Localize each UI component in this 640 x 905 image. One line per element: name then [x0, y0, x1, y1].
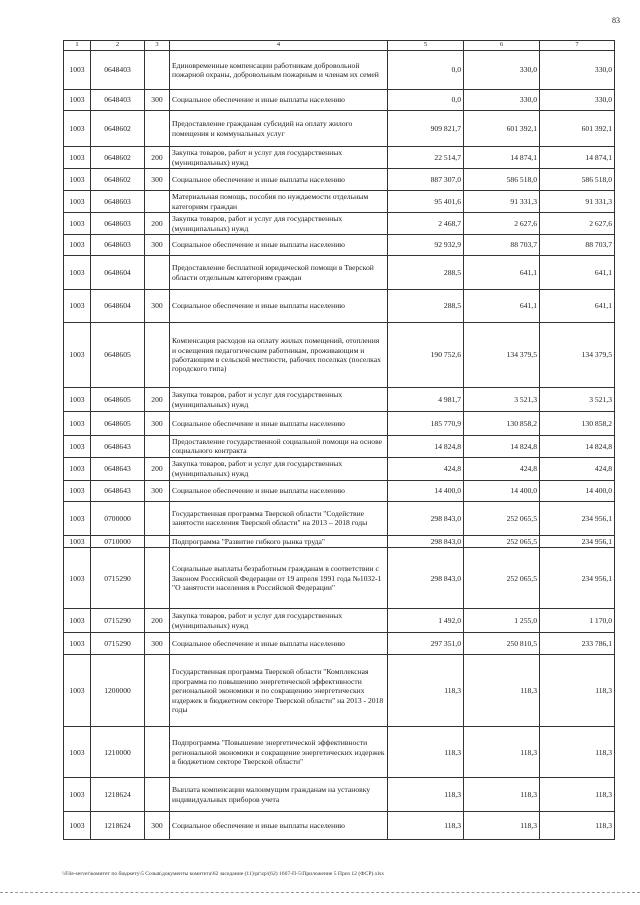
description-cell: Подпрограмма "Повышение энергетической эффективности региональной экономики и сокращение энергетических издержек в бюджетном секторе Тверской области": [170, 727, 388, 778]
table-row: [64, 290, 615, 323]
target-article-cell: 0700000: [91, 501, 145, 535]
amount-cell-2: 641,1: [464, 256, 540, 290]
amount-cell-2: 252 065,5: [464, 548, 540, 609]
amount-cell-1: 298 843,0: [388, 548, 464, 609]
table-row: [64, 388, 615, 412]
target-article-cell: 1210000: [91, 727, 145, 778]
amount-cell-1: 0,0: [388, 51, 464, 90]
amount-cell-1: 92 932,9: [388, 235, 464, 256]
amount-cell-3: 601 392,1: [540, 111, 615, 147]
amount-cell-3: 234 956,1: [540, 548, 615, 609]
table-row: [64, 147, 615, 169]
description-cell: Компенсация расходов на оплату жилых помещений, отопления и освещения педагогическим работникам, проживающим и работающим в сельской местности, рабочих поселках (поселках городского типа): [170, 323, 388, 388]
amount-cell-2: 330,0: [464, 90, 540, 111]
amount-cell-3: 3 521,3: [540, 388, 615, 412]
table-row: [64, 548, 615, 609]
header-row: [64, 41, 615, 51]
amount-cell-2: 641,1: [464, 290, 540, 323]
section-code-cell: 1003: [64, 812, 91, 840]
expense-type-cell: 300: [145, 169, 170, 191]
amount-cell-2: 14 400,0: [464, 480, 540, 501]
amount-cell-1: 298 843,0: [388, 535, 464, 547]
expense-type-cell: [145, 655, 170, 727]
target-article-cell: 0648643: [91, 436, 145, 458]
description-cell: Материальная помощь, пособия по нуждаемости отдельным категориям граждан: [170, 191, 388, 213]
table-row: [64, 727, 615, 778]
amount-cell-1: 288,5: [388, 256, 464, 290]
description-cell: Закупка товаров, работ и услуг для государственных (муниципальных) нужд: [170, 457, 388, 480]
section-code-cell: 1003: [64, 169, 91, 191]
table-row: [64, 778, 615, 812]
target-article-cell: 0648403: [91, 51, 145, 90]
table-row: [64, 501, 615, 535]
amount-cell-1: 298 843,0: [388, 501, 464, 535]
amount-cell-2: 14 824,8: [464, 436, 540, 458]
target-article-cell: 0648643: [91, 480, 145, 501]
expense-type-cell: [145, 501, 170, 535]
expense-type-cell: 300: [145, 812, 170, 840]
amount-cell-3: 118,3: [540, 655, 615, 727]
section-code-cell: 1003: [64, 535, 91, 547]
section-code-cell: 1003: [64, 147, 91, 169]
table-row: [64, 90, 615, 111]
amount-cell-1: 190 752,6: [388, 323, 464, 388]
amount-cell-1: 2 468,7: [388, 213, 464, 235]
header-cell: 7: [540, 41, 615, 51]
amount-cell-3: 641,1: [540, 290, 615, 323]
amount-cell-3: 424,8: [540, 457, 615, 480]
section-code-cell: 1003: [64, 90, 91, 111]
amount-cell-1: 118,3: [388, 655, 464, 727]
budget-table: [63, 40, 615, 840]
target-article-cell: 0715290: [91, 609, 145, 633]
expense-type-cell: [145, 535, 170, 547]
section-code-cell: 1003: [64, 412, 91, 436]
amount-cell-1: 0,0: [388, 90, 464, 111]
description-cell: Государственная программа Тверской области "Комплексная программа по повышению энергетической эффективности региональной экономики и по сокращению энергетических издержек в бюджетном секторе Тверской области" на 2013 - 2018 годы: [170, 655, 388, 727]
amount-cell-1: 118,3: [388, 778, 464, 812]
expense-type-cell: 300: [145, 412, 170, 436]
amount-cell-2: 118,3: [464, 778, 540, 812]
target-article-cell: 0648605: [91, 388, 145, 412]
table-row: [64, 412, 615, 436]
table-row: [64, 436, 615, 458]
target-article-cell: 0648643: [91, 457, 145, 480]
description-cell: Социальное обеспечение и иные выплаты населению: [170, 169, 388, 191]
amount-cell-1: 909 821,7: [388, 111, 464, 147]
target-article-cell: 0648603: [91, 191, 145, 213]
amount-cell-1: 185 770,9: [388, 412, 464, 436]
table-row: [64, 655, 615, 727]
page-edge-divider: [0, 892, 640, 893]
amount-cell-2: 134 379,5: [464, 323, 540, 388]
expense-type-cell: [145, 436, 170, 458]
expense-type-cell: 300: [145, 290, 170, 323]
section-code-cell: 1003: [64, 633, 91, 655]
expense-type-cell: [145, 778, 170, 812]
target-article-cell: 0648602: [91, 169, 145, 191]
expense-type-cell: [145, 548, 170, 609]
header-cell: 1: [64, 41, 91, 51]
table-row: [64, 235, 615, 256]
amount-cell-2: 91 331,3: [464, 191, 540, 213]
target-article-cell: 0648602: [91, 111, 145, 147]
table-row: [64, 51, 615, 90]
target-article-cell: 0648602: [91, 147, 145, 169]
target-article-cell: 1200000: [91, 655, 145, 727]
section-code-cell: 1003: [64, 256, 91, 290]
amount-cell-2: 601 392,1: [464, 111, 540, 147]
target-article-cell: 0710000: [91, 535, 145, 547]
table-row: [64, 457, 615, 480]
target-article-cell: 0648603: [91, 213, 145, 235]
table-row: [64, 812, 615, 840]
table-row: [64, 480, 615, 501]
description-cell: Социальные выплаты безработным гражданам в соответствии с Законом Российской Федерации от 19 апреля 1991 года №1032-1 "О занятости населения в Российской Федерации": [170, 548, 388, 609]
amount-cell-2: 252 065,5: [464, 535, 540, 547]
amount-cell-3: 233 786,1: [540, 633, 615, 655]
amount-cell-3: 134 379,5: [540, 323, 615, 388]
amount-cell-3: 118,3: [540, 812, 615, 840]
expense-type-cell: [145, 51, 170, 90]
amount-cell-1: 95 401,6: [388, 191, 464, 213]
amount-cell-1: 297 351,0: [388, 633, 464, 655]
file-path-footer: \\File-server\комитет по бюджету\5 Созыв\документы комитета\62 заседание (11)\pr\zp\(62) 1667-П-5\Приложение 5 Приз 12 (ФСР).xlsx: [62, 871, 385, 877]
amount-cell-2: 2 627,6: [464, 213, 540, 235]
header-cell: 6: [464, 41, 540, 51]
amount-cell-1: 14 400,0: [388, 480, 464, 501]
header-cell: 4: [170, 41, 388, 51]
section-code-cell: 1003: [64, 51, 91, 90]
amount-cell-3: 330,0: [540, 90, 615, 111]
amount-cell-3: 14 874,1: [540, 147, 615, 169]
target-article-cell: 1218624: [91, 812, 145, 840]
section-code-cell: 1003: [64, 323, 91, 388]
table-row: [64, 256, 615, 290]
description-cell: Подпрограмма "Развитие гибкого рынка труда": [170, 535, 388, 547]
section-code-cell: 1003: [64, 191, 91, 213]
section-code-cell: 1003: [64, 111, 91, 147]
amount-cell-3: 118,3: [540, 778, 615, 812]
amount-cell-3: 586 518,0: [540, 169, 615, 191]
section-code-cell: 1003: [64, 290, 91, 323]
description-cell: Предоставление гражданам субсидий на оплату жилого помещения и коммунальных услуг: [170, 111, 388, 147]
header-cell: 3: [145, 41, 170, 51]
expense-type-cell: [145, 111, 170, 147]
description-cell: Социальное обеспечение и иные выплаты населению: [170, 290, 388, 323]
amount-cell-2: 1 255,0: [464, 609, 540, 633]
description-cell: Закупка товаров, работ и услуг для государственных (муниципальных) нужд: [170, 147, 388, 169]
amount-cell-1: 424,8: [388, 457, 464, 480]
description-cell: Закупка товаров, работ и услуг для государственных (муниципальных) нужд: [170, 388, 388, 412]
expense-type-cell: 200: [145, 388, 170, 412]
target-article-cell: 0648605: [91, 323, 145, 388]
expense-type-cell: [145, 191, 170, 213]
amount-cell-3: 14 400,0: [540, 480, 615, 501]
target-article-cell: 1218624: [91, 778, 145, 812]
amount-cell-2: 250 810,5: [464, 633, 540, 655]
description-cell: Государственная программа Тверской области "Содействие занятости населения Тверской области" на 2013 – 2018 годы: [170, 501, 388, 535]
amount-cell-3: 130 858,2: [540, 412, 615, 436]
description-cell: Единовременные компенсации работникам добровольной пожарной охраны, добровольным пожарным и членам их семей: [170, 51, 388, 90]
amount-cell-2: 330,0: [464, 51, 540, 90]
section-code-cell: 1003: [64, 213, 91, 235]
amount-cell-3: 234 956,1: [540, 535, 615, 547]
expense-type-cell: 300: [145, 90, 170, 111]
amount-cell-2: 88 703,7: [464, 235, 540, 256]
section-code-cell: 1003: [64, 436, 91, 458]
description-cell: Закупка товаров, работ и услуг для государственных (муниципальных) нужд: [170, 213, 388, 235]
amount-cell-3: 14 824,8: [540, 436, 615, 458]
table-row: [64, 213, 615, 235]
table-row: [64, 323, 615, 388]
amount-cell-2: 3 521,3: [464, 388, 540, 412]
section-code-cell: 1003: [64, 548, 91, 609]
amount-cell-3: 1 170,0: [540, 609, 615, 633]
amount-cell-2: 586 518,0: [464, 169, 540, 191]
table-row: [64, 535, 615, 547]
description-cell: Социальное обеспечение и иные выплаты населению: [170, 812, 388, 840]
amount-cell-3: 641,1: [540, 256, 615, 290]
amount-cell-1: 118,3: [388, 727, 464, 778]
section-code-cell: 1003: [64, 778, 91, 812]
table-row: [64, 609, 615, 633]
section-code-cell: 1003: [64, 388, 91, 412]
amount-cell-1: 1 492,0: [388, 609, 464, 633]
target-article-cell: 0648604: [91, 256, 145, 290]
description-cell: Предоставление бесплатной юридической помощи в Тверской области отдельным категориям граждан: [170, 256, 388, 290]
target-article-cell: 0715290: [91, 548, 145, 609]
amount-cell-2: 118,3: [464, 812, 540, 840]
amount-cell-1: 887 307,0: [388, 169, 464, 191]
amount-cell-3: 88 703,7: [540, 235, 615, 256]
table-row: [64, 191, 615, 213]
expense-type-cell: 200: [145, 609, 170, 633]
description-cell: Социальное обеспечение и иные выплаты населению: [170, 235, 388, 256]
amount-cell-1: 118,3: [388, 812, 464, 840]
amount-cell-2: 130 858,2: [464, 412, 540, 436]
table-row: [64, 111, 615, 147]
description-cell: Выплата компенсации малоимущим гражданам на установку индивидуальных приборов учета: [170, 778, 388, 812]
expense-type-cell: [145, 256, 170, 290]
amount-cell-2: 14 874,1: [464, 147, 540, 169]
expense-type-cell: 300: [145, 633, 170, 655]
target-article-cell: 0715290: [91, 633, 145, 655]
section-code-cell: 1003: [64, 457, 91, 480]
target-article-cell: 0648603: [91, 235, 145, 256]
section-code-cell: 1003: [64, 609, 91, 633]
amount-cell-3: 91 331,3: [540, 191, 615, 213]
page-number: 83: [612, 16, 620, 25]
amount-cell-1: 22 514,7: [388, 147, 464, 169]
amount-cell-2: 118,3: [464, 727, 540, 778]
expense-type-cell: 200: [145, 213, 170, 235]
description-cell: Закупка товаров, работ и услуг для государственных (муниципальных) нужд: [170, 609, 388, 633]
amount-cell-2: 424,8: [464, 457, 540, 480]
expense-type-cell: 300: [145, 235, 170, 256]
expense-type-cell: 200: [145, 147, 170, 169]
table-row: [64, 169, 615, 191]
target-article-cell: 0648403: [91, 90, 145, 111]
expense-type-cell: [145, 323, 170, 388]
section-code-cell: 1003: [64, 727, 91, 778]
section-code-cell: 1003: [64, 655, 91, 727]
description-cell: Социальное обеспечение и иные выплаты населению: [170, 90, 388, 111]
description-cell: Социальное обеспечение и иные выплаты населению: [170, 633, 388, 655]
expense-type-cell: 300: [145, 480, 170, 501]
amount-cell-1: 14 824,8: [388, 436, 464, 458]
amount-cell-1: 288,5: [388, 290, 464, 323]
description-cell: Социальное обеспечение и иные выплаты населению: [170, 412, 388, 436]
amount-cell-2: 118,3: [464, 655, 540, 727]
table-row: [64, 633, 615, 655]
section-code-cell: 1003: [64, 480, 91, 501]
amount-cell-2: 252 065,5: [464, 501, 540, 535]
target-article-cell: 0648605: [91, 412, 145, 436]
amount-cell-3: 330,0: [540, 51, 615, 90]
expense-type-cell: [145, 727, 170, 778]
amount-cell-3: 2 627,6: [540, 213, 615, 235]
amount-cell-3: 234 956,1: [540, 501, 615, 535]
amount-cell-1: 4 981,7: [388, 388, 464, 412]
header-cell: 5: [388, 41, 464, 51]
section-code-cell: 1003: [64, 235, 91, 256]
amount-cell-3: 118,3: [540, 727, 615, 778]
section-code-cell: 1003: [64, 501, 91, 535]
expense-type-cell: 200: [145, 457, 170, 480]
target-article-cell: 0648604: [91, 290, 145, 323]
description-cell: Предоставление государственной социальной помощи на основе социального контракта: [170, 436, 388, 458]
description-cell: Социальное обеспечение и иные выплаты населению: [170, 480, 388, 501]
header-cell: 2: [91, 41, 145, 51]
